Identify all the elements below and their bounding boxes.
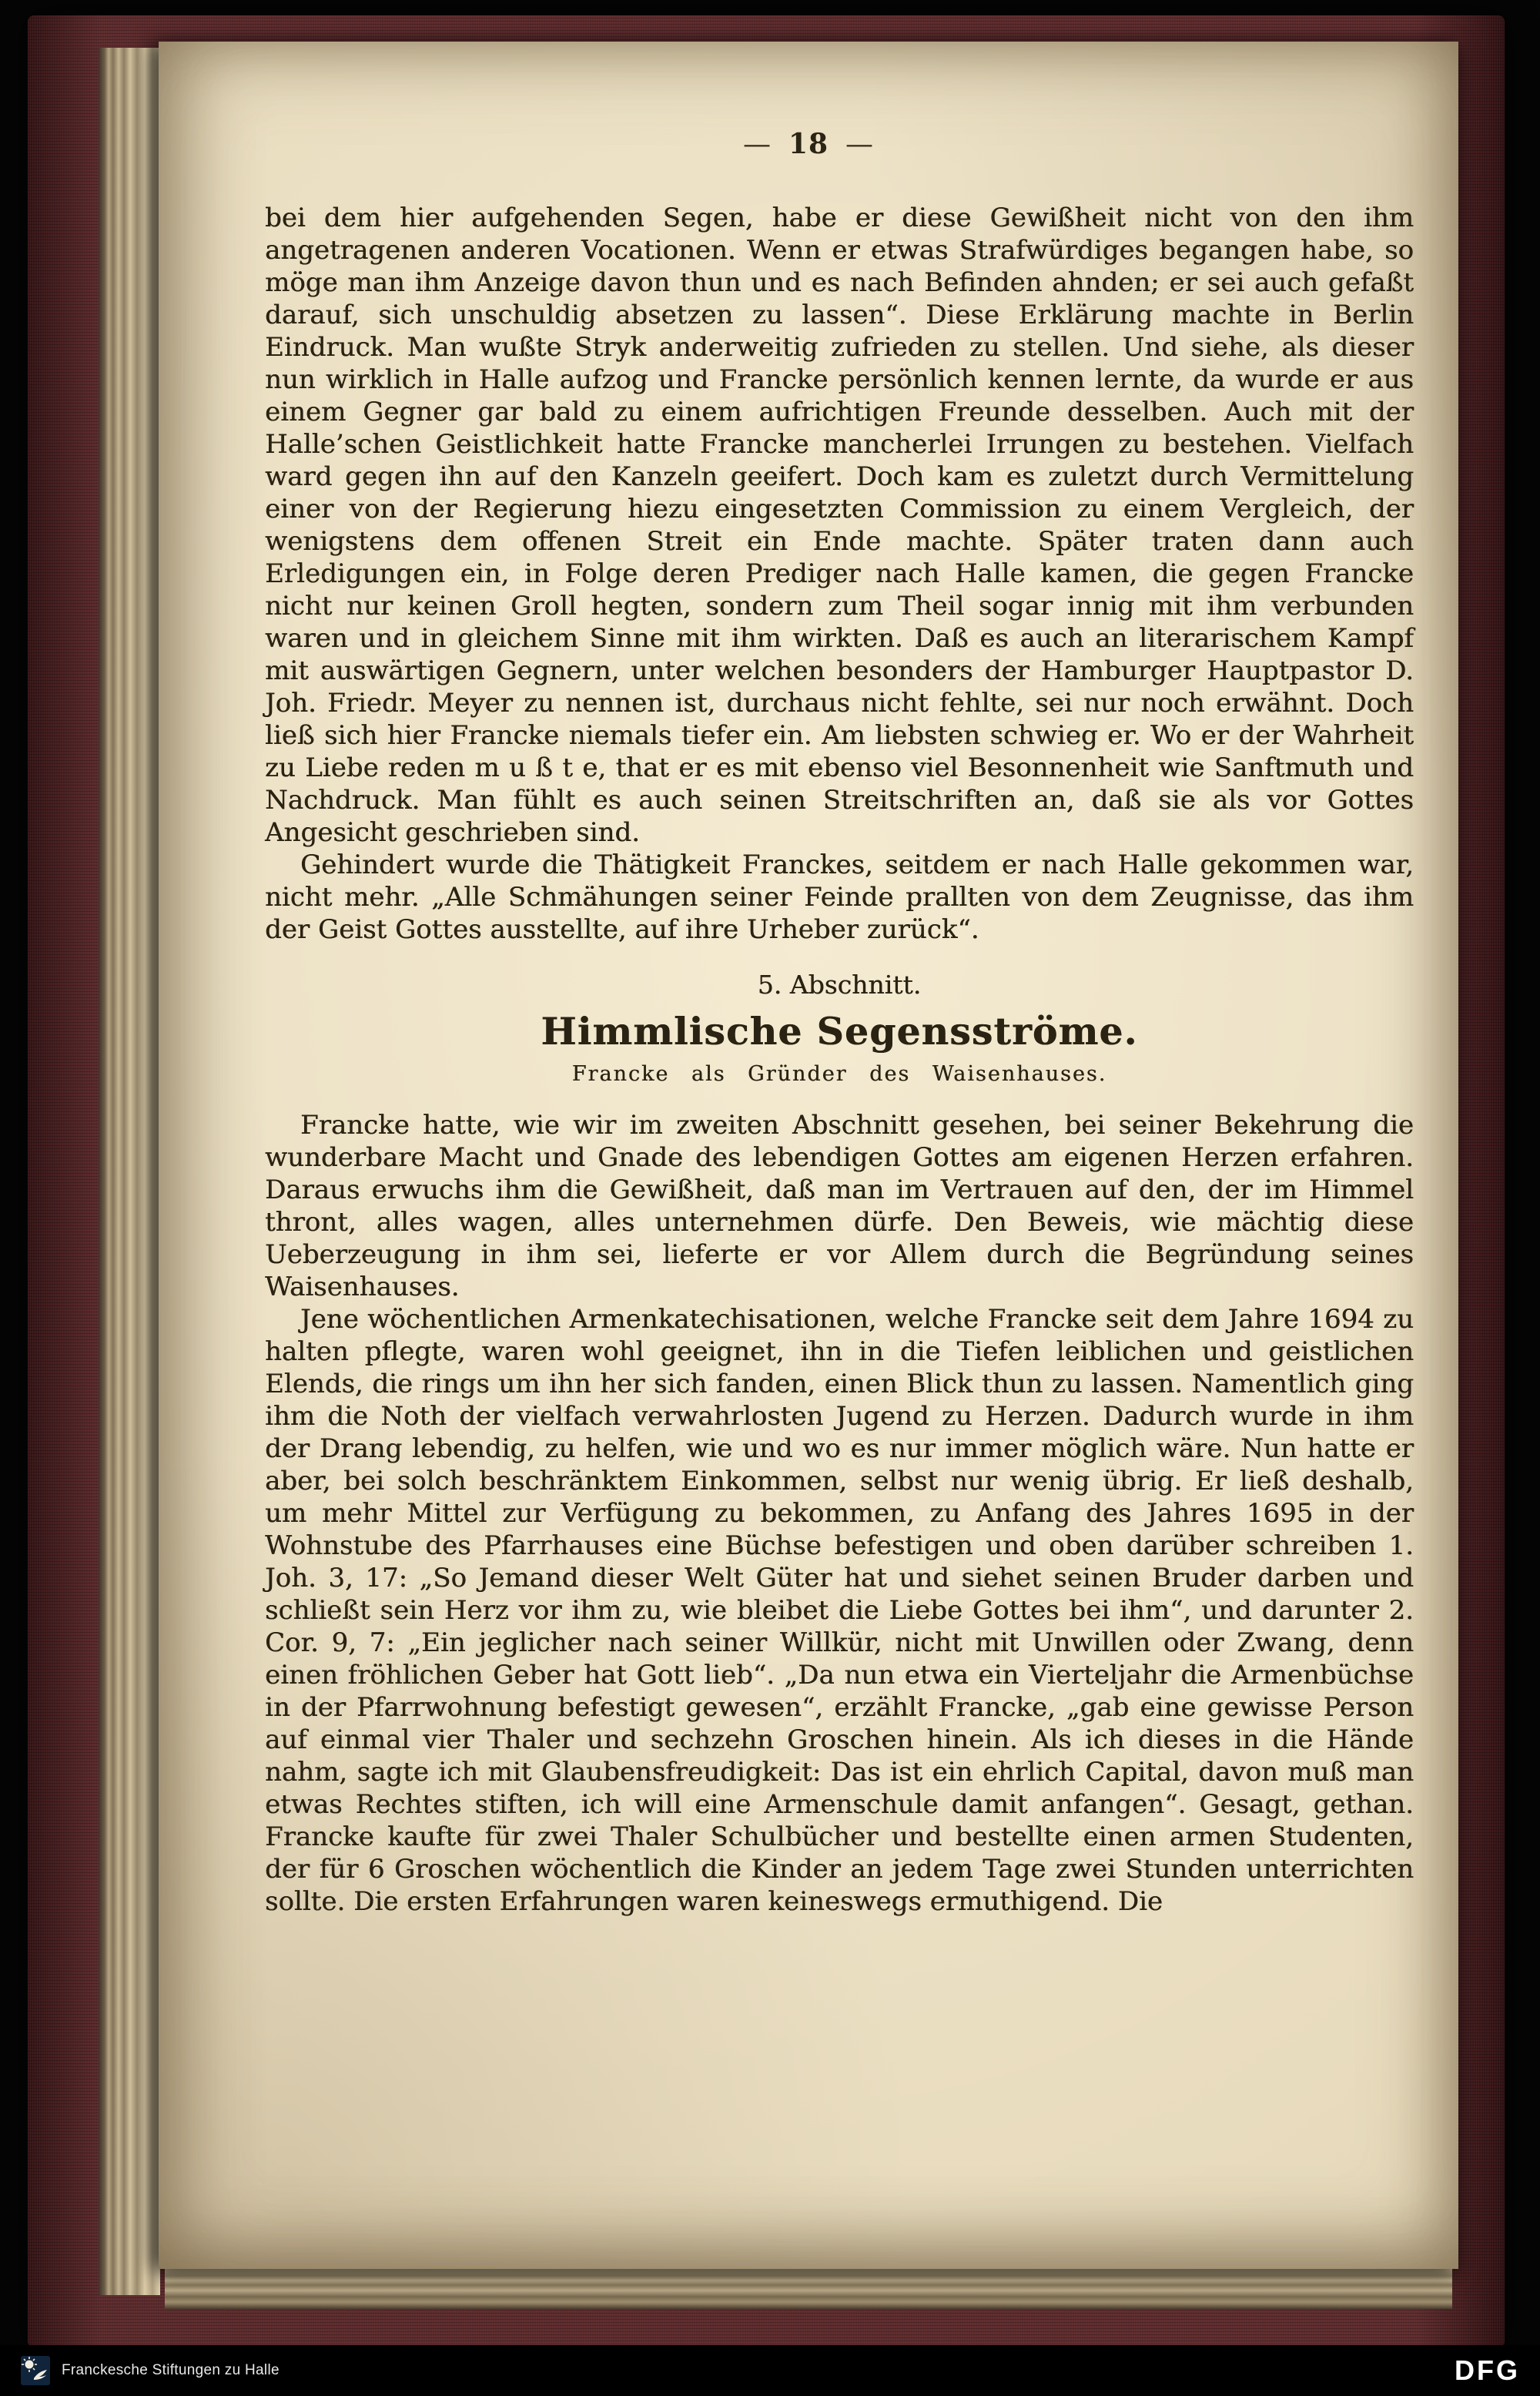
franckesche-stiftungen-logo-icon xyxy=(20,2355,51,2386)
section-kicker: 5. Abschnitt. xyxy=(757,970,922,1000)
paragraph: Gehindert wurde die Thätigkeit Franckes, seitdem er nach Halle gekommen war, nicht mehr. „Alle Schmähungen seiner Feinde prallten von dem Zeugnisse, das ihm der Geist Gottes ausstellte, auf ihre Urheber zurück“. xyxy=(265,849,1414,945)
section-title: Himmlische Segensströme. xyxy=(541,1009,1138,1054)
page-number: 18 xyxy=(788,128,829,160)
footer-left xyxy=(20,2355,280,2386)
header-dash-left: — xyxy=(742,129,772,160)
page-stack-edges-bottom xyxy=(165,2269,1452,2309)
paragraph-continuation: bei dem hier aufgehenden Segen, habe er diese Gewißheit nicht von den ihm angetragenen anderen Vocationen. Wenn er etwas Strafwürdiges begangen habe, so möge man ihm Anzeige davon thun und es nach Befinden ahnden; er sei auch gefaßt darauf, sich unschuldig absetzen zu lassen“. Diese Erklärung machte in Berlin Eindruck. Man wußte Stryk anderweitig zufrieden zu stellen. Und siehe, als dieser nun wirklich in Halle aufzog und Francke persönlich kennen lernte, da wurde er aus einem Gegner gar bald zu einem aufrichtigen Freunde desselben. Auch mit der Halle’schen Geistlichkeit hatte Francke mancherlei Irrungen zu bestehen. Vielfach ward gegen ihn auf den Kanzeln geeifert. Doch kam es zuletzt durch Vermittelung einer von der Regierung hiezu eingesetzten Commission zu einem Vergleich, der wenigstens dem offenen Streit ein Ende machte. Später traten dann auch Erledigungen ein, in Folge deren Prediger nach Halle kamen, die gegen Francke nicht nur keinen Groll hegten, sondern zum Theil sogar innig mit ihm verbunden waren und in gleichem Sinne mit ihm wirkten. Daß es auch an literarischem Kampf mit auswärtigen Gegnern, unter welchen besonders der Hamburger Hauptpastor D. Joh. Friedr. Meyer zu nennen ist, durchaus nicht fehlte, sei nur noch erwähnt. Doch ließ sich hier Francke niemals tiefer ein. Am liebsten schwieg er. Wo er der Wahrheit zu Liebe reden m u ß t e, that er es mit ebenso viel Besonnenheit wie Sanftmuth und Nachdruck. Man fühlt es auch seinen Streitschriften an, daß sie als vor Gottes Angesicht geschrieben sind. xyxy=(265,203,1414,848)
book-page xyxy=(159,42,1458,2269)
archive-name-label: Franckesche Stiftungen zu Halle xyxy=(62,2362,280,2378)
paragraph: Francke hatte, wie wir im zweiten Abschnitt gesehen, bei seiner Bekehrung die wunderbare Macht und Gnade des lebendigen Gottes am eigenen Herzen erfahren. Daraus erwuchs ihm die Gewißheit, daß man im Vertrauen auf den, der im Himmel thront, alles wagen, alles unternehmen dürfe. Den Beweis, wie mächtig diese Ueberzeugung in ihm sei, lieferte er vor Allem durch die Begründung seines Waisenhauses. xyxy=(265,1110,1414,1302)
dfg-logo: DFG xyxy=(1455,2354,1520,2386)
text-block xyxy=(265,202,1414,1918)
footer-right xyxy=(1455,2354,1520,2387)
viewer-footer xyxy=(0,2345,1540,2396)
page-stack-edges-left xyxy=(99,48,160,2295)
paragraph: Jene wöchentlichen Armenkatechisationen, welche Francke seit dem Jahre 1694 zu halten pflegte, waren wohl geeignet, ihn in die Tiefen leiblichen und geistlichen Elends, die rings um ihn her sich fanden, einen Blick thun zu lassen. Namentlich ging ihm die Noth der vielfach verwahrlosten Jugend zu Herzen. Dadurch wurde in ihm der Drang lebendig, zu helfen, wie und wo es nur immer möglich wäre. Nun hatte er aber, bei solch beschränktem Einkommen, selbst nur wenig übrig. Er ließ deshalb, um mehr Mittel zur Verfügung zu bekommen, zu Anfang des Jahres 1695 in der Wohnstube des Pfarrhauses eine Büchse befestigen und oben darüber schreiben 1. Joh. 3, 17: „So Jemand dieser Welt Güter hat und siehet seinen Bruder darben und schließt sein Herz vor ihm zu, wie bleibet die Liebe Gottes bei ihm“, und darunter 2. Cor. 9, 7: „Ein jeglicher nach seiner Willkür, nicht mit Unwillen oder Zwang, denn einen fröhlichen Geber hat Gott lieb“. „Da nun etwa ein Vierteljahr die Armenbüchse in der Pfarrwohnung befestigt gewesen“, erzählt Francke, „gab eine gewisse Person auf einmal vier Thaler und sechzehn Groschen hinein. Als ich dieses in die Hände nahm, sagte ich mit Glaubensfreudigkeit: Das ist ein ehrlich Capital, davon muß man etwas Rechtes stiften, ich will eine Armenschule damit anfangen“. Gesagt, gethan. Francke kaufte für zwei Thaler Schulbücher und bestellte einen armen Studenten, der für 6 Groschen wöchentlich die Kinder an jedem Tage zwei Stunden unterrichten sollte. Die ersten Erfahrungen waren keineswegs ermuthigend. Die xyxy=(265,1304,1414,1917)
header-dash-right: — xyxy=(845,129,875,160)
page-header xyxy=(159,128,1458,160)
section-heading xyxy=(265,969,1414,1091)
section-subtitle: Francke als Gründer des Waisenhauses. xyxy=(571,1062,1107,1086)
